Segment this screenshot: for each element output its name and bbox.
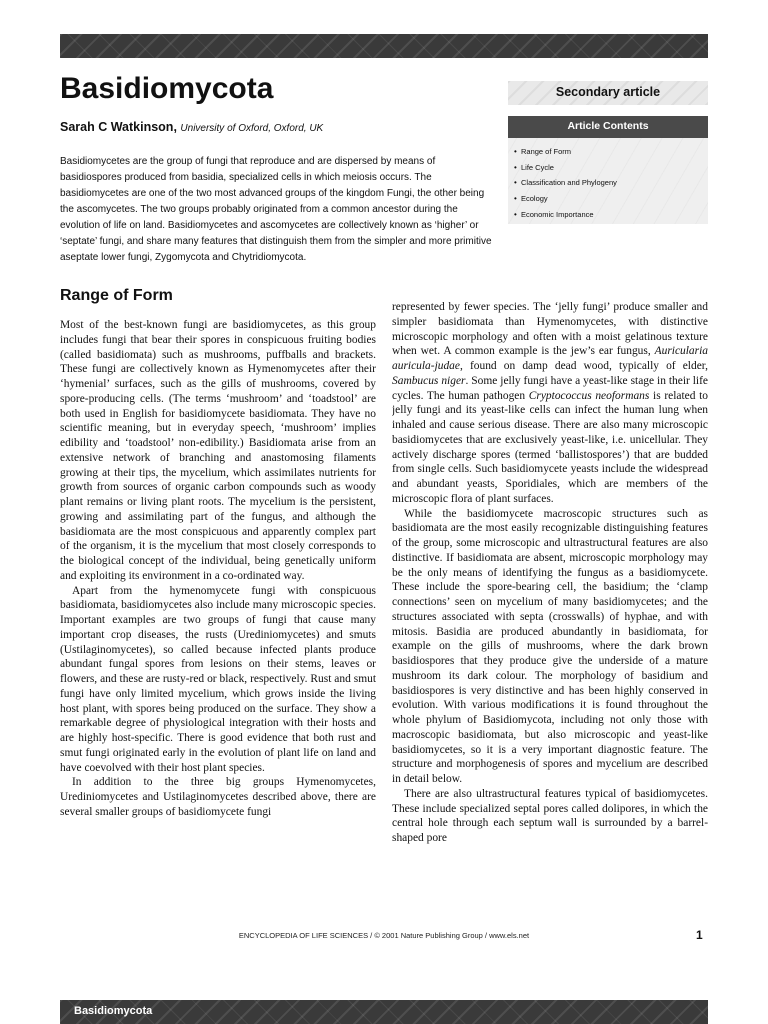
body-paragraph: Most of the best-known fungi are basidiomycetes, as this group includes fungi that bear their spores in conspicuous fruiting bodies (called basidiomata) such as mushrooms, puffballs and brackets. These fungi are collectively known as Hymenomycetes after their ‘hymenial’ surfaces, such as the gills of mushrooms, covered by spore-producing cells. (The terms ‘mushroom’ and ‘toadstool’ are both used in English for basidiomycete basidiomata. They have no scientific meaning, but in everyday speech, ‘mushroom’ implies edibility and ‘toadstool’ non-edibility.) Basidiomata arise from an extensive network of branching and anastomosing filaments growing at their tips, the mycelium, which assimilates nutrients for growth from sources of organic carbon compounds such as woody plant remains or living plant roots. The mycelium is the persistent, growing and assimilating part of the fungus, and although the basidiomata are the most conspicuous and apparently complex part of the organism, it is the mycelium that most closely corresponds to the biological concept of the individual, being genetically uniform and exploiting its environment in a co-ordinated way.: [60, 319, 376, 582]
article-contents-list: [508, 144, 708, 223]
contents-item-ecology[interactable]: [514, 191, 708, 207]
article-contents-heading: Article Contents: [508, 116, 708, 138]
article-contents-box: [508, 116, 708, 224]
bottom-decorative-band: [60, 1000, 708, 1024]
top-decorative-band: [60, 34, 708, 58]
body-paragraph: There are also ultrastructural features typical of basidiomycetes. These include specialized septal pores called dolipores, in which the central hole through each septum wall is surrounded by a barrel-shaped pore: [392, 787, 708, 844]
text-run: is related to jelly fungi and its yeast-like cells can infect the human lung when inhaled and cause serious disease. There are also many microscopic basidiomycetes that are exclusively yeast-like, i.e. unicellular. They actively discharge spores (termed ‘ballistospores’) that are budded from single cells. Such basidiomycete yeasts include the widespread and abundant yeasts, Sporidiales, which are members of the microscopic flora of plant surfaces.: [392, 389, 708, 505]
body-paragraph: Apart from the hymenomycete fungi with conspicuous basidiomata, basidiomycetes also include many microscopic species. Important examples are two groups of fungi that cause many important crop diseases, the rusts (Urediniomycetes) and smuts (Ustilaginomycetes), so called because infected plants produce abundant fungal spores from lesions on their stems, leaves or flowers, and these are rusty-red or black, respectively. Rust and smut fungi have only limited mycelium, which grows inside the living host plant, with spores being produced on the surface. They show a remarkable degree of physiological integration with their hosts and are highly host-specific. There is good evidence that both rust and smut fungi originated early in the evolution of plant life on land and have coevolved with their host plant species.: [60, 584, 376, 774]
section-heading: Range of Form: [60, 287, 173, 304]
text-run: . Some jelly fungi have a yeast-like stage in their life cycles. The human pathogen: [392, 374, 708, 402]
author-affiliation: University of Oxford, Oxford, UK: [180, 123, 324, 134]
article-type-tag: Secondary article: [508, 81, 708, 105]
contents-item-label: Ecology: [521, 194, 548, 204]
contents-item-economic-importance[interactable]: [514, 207, 708, 223]
byline: [60, 120, 323, 134]
bullet-icon: •: [514, 209, 517, 219]
body-column-right: [392, 300, 708, 906]
text-run: represented by fewer species. The ‘jelly fungi’ produce smaller and simpler basidiomata than Hymenomycetes, with distinctive microscopic morphology and often with a moist gelatinous texture when wet. A common example is the jew’s ear fungus,: [392, 301, 708, 358]
contents-item-label: Classification and Phylogeny: [521, 178, 617, 188]
body-paragraph: While the basidiomycete macroscopic structures such as basidiomata are the most easily recognizable distinguishing features of the group, some microscopic and ultrastructural features are also distinctive. If basidiomata are absent, microscopic morphology may be the only means of identifying the fungus as a basidiomycete. These include the spore-bearing cell, the basidium; the ‘clamp connections’ seen on mycelium of many basidiomycetes; and the structures associated with septa (crosswalls) of hyphae, and with mitosis. Basidia are produced abundantly in basidiomata, for example on the gills of mushrooms, where the dark brown basidiospores that they produce give the underside of a mature mushroom its dark colour. The morphology of basidium and basidiospores is very distinctive and has been highly conserved in evolution. With various modifications it is found throughout the whole phylum of Basidiomycota, including not only those with macroscopic basidiomata, but also microscopic and yeast-like basidiomycetes, so it is a very important diagnostic feature. The structure and morphogenesis of spores and mycelium are described in detail below.: [392, 507, 708, 785]
body-paragraph: In addition to the three big groups Hymenomycetes, Urediniomycetes and Ustilaginomycetes described above, there are several smaller groups of basidiomycete fungi: [60, 776, 376, 818]
page-footer: ENCYCLOPEDIA OF LIFE SCIENCES / © 2001 Nature Publishing Group / www.els.net: [238, 931, 530, 940]
running-title: Basidiomycota: [74, 1005, 153, 1017]
species-name: Auricularia auricula-judae: [392, 345, 708, 372]
contents-item-label: Life Cycle: [521, 162, 554, 172]
page-number: 1: [696, 928, 703, 942]
author-name: Sarah C Watkinson,: [60, 120, 177, 134]
bullet-icon: •: [514, 162, 517, 172]
contents-item-life-cycle[interactable]: [514, 160, 708, 176]
bullet-icon: •: [514, 178, 517, 188]
contents-item-range-of-form[interactable]: [514, 144, 708, 160]
text-run: , found on damp dead wood, typically of elder,: [459, 360, 708, 372]
body-column-left: [60, 318, 376, 896]
body-paragraph: [392, 300, 708, 507]
species-name: Sambucus niger: [392, 374, 466, 387]
contents-item-label: Economic Importance: [521, 209, 594, 219]
bullet-icon: •: [514, 147, 517, 156]
contents-item-classification[interactable]: [514, 175, 708, 191]
article-title: Basidiomycota: [60, 72, 274, 105]
contents-item-label: Range of Form: [521, 147, 572, 156]
bullet-icon: •: [514, 194, 517, 204]
species-name: Cryptococcus neoformans: [528, 389, 650, 402]
article-abstract: Basidiomycetes are the group of fungi that reproduce and are dispersed by means of basidiospores produced from basidia, specialized cells in which meiosis occurs. The basidiomycetes are one of the two most advanced groups of the kingdom Fungi, the other being the ascomycetes. The two groups probably originated from a common ancestor during the evolution of life on land. Basidiomycetes and ascomycetes are collectively known as ‘higher’ or ‘septate’ fungi, and share many features that distinguish them from the simpler and more primitive aseptate lower fungi, Zygomycota and Chytridiomycota.: [60, 156, 492, 263]
